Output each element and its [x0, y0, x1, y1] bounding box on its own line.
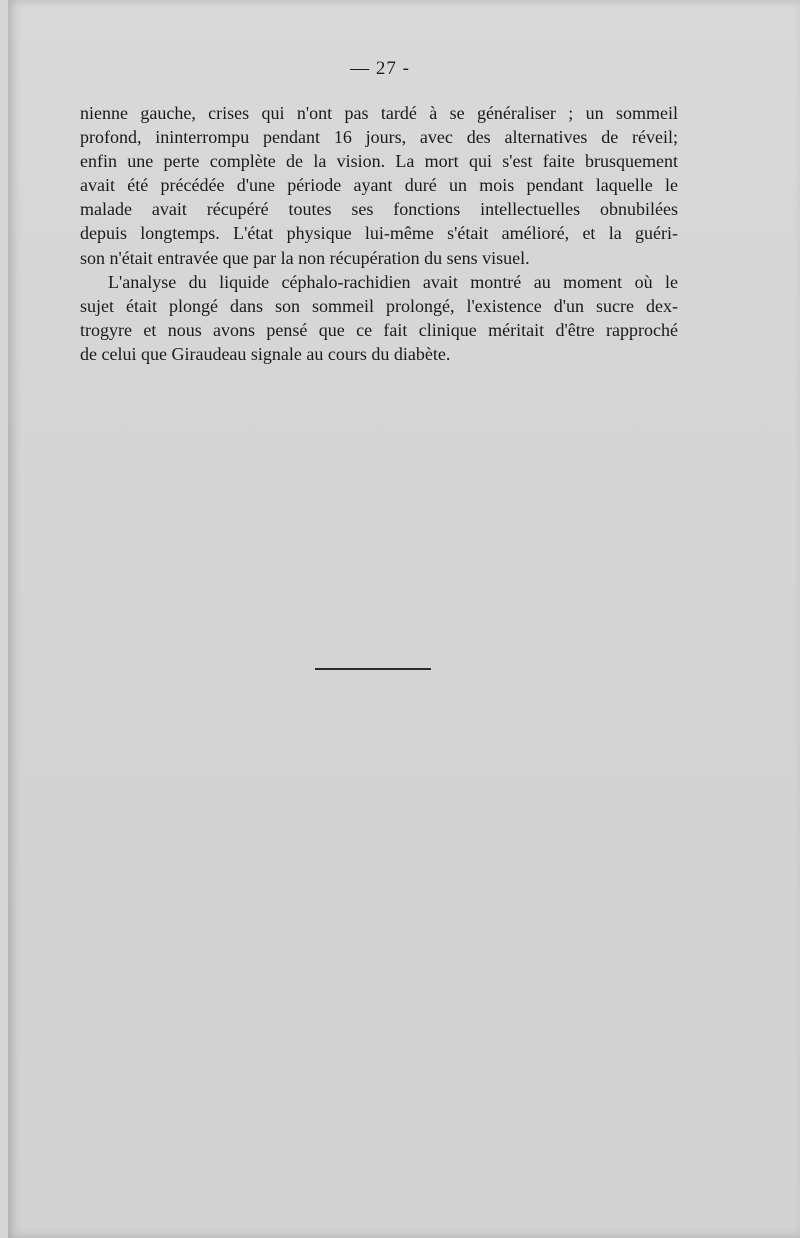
paragraph-1	[80, 101, 678, 270]
text-line: avait été précédée d'une période ayant duré un mois pendant laquelle le	[80, 175, 678, 196]
text-line: profond, ininterrompu pendant 16 jours, avec des alternatives de réveil;	[80, 127, 678, 148]
text-line: sujet était plongé dans son sommeil prolongé, l'existence d'un sucre dex-	[80, 295, 678, 316]
text-line: L'analyse du liquide céphalo-rachidien avait montré au moment où le	[108, 271, 678, 292]
body-text	[80, 101, 678, 366]
document-page	[8, 0, 800, 1238]
text-line: depuis longtemps. L'état physique lui-même s'était amélioré, et la guéri-	[80, 223, 678, 244]
text-line: enfin une perte complète de la vision. La mort qui s'est faite brusquement	[80, 151, 678, 172]
text-line: trogyre et nous avons pensé que ce fait clinique méritait d'être rapproché	[80, 319, 678, 340]
text-line: de celui que Giraudeau signale au cours du diabète.	[80, 343, 451, 364]
end-rule	[315, 668, 431, 670]
page-number: — 27 -	[350, 58, 410, 79]
text-line: son n'était entravée que par la non récupération du sens visuel.	[80, 247, 530, 268]
text-line: malade avait récupéré toutes ses fonctions intellectuelles obnubilées	[80, 199, 678, 220]
paragraph-2	[80, 270, 678, 366]
text-line: nienne gauche, crises qui n'ont pas tardé à se généraliser ; un sommeil	[80, 103, 678, 123]
